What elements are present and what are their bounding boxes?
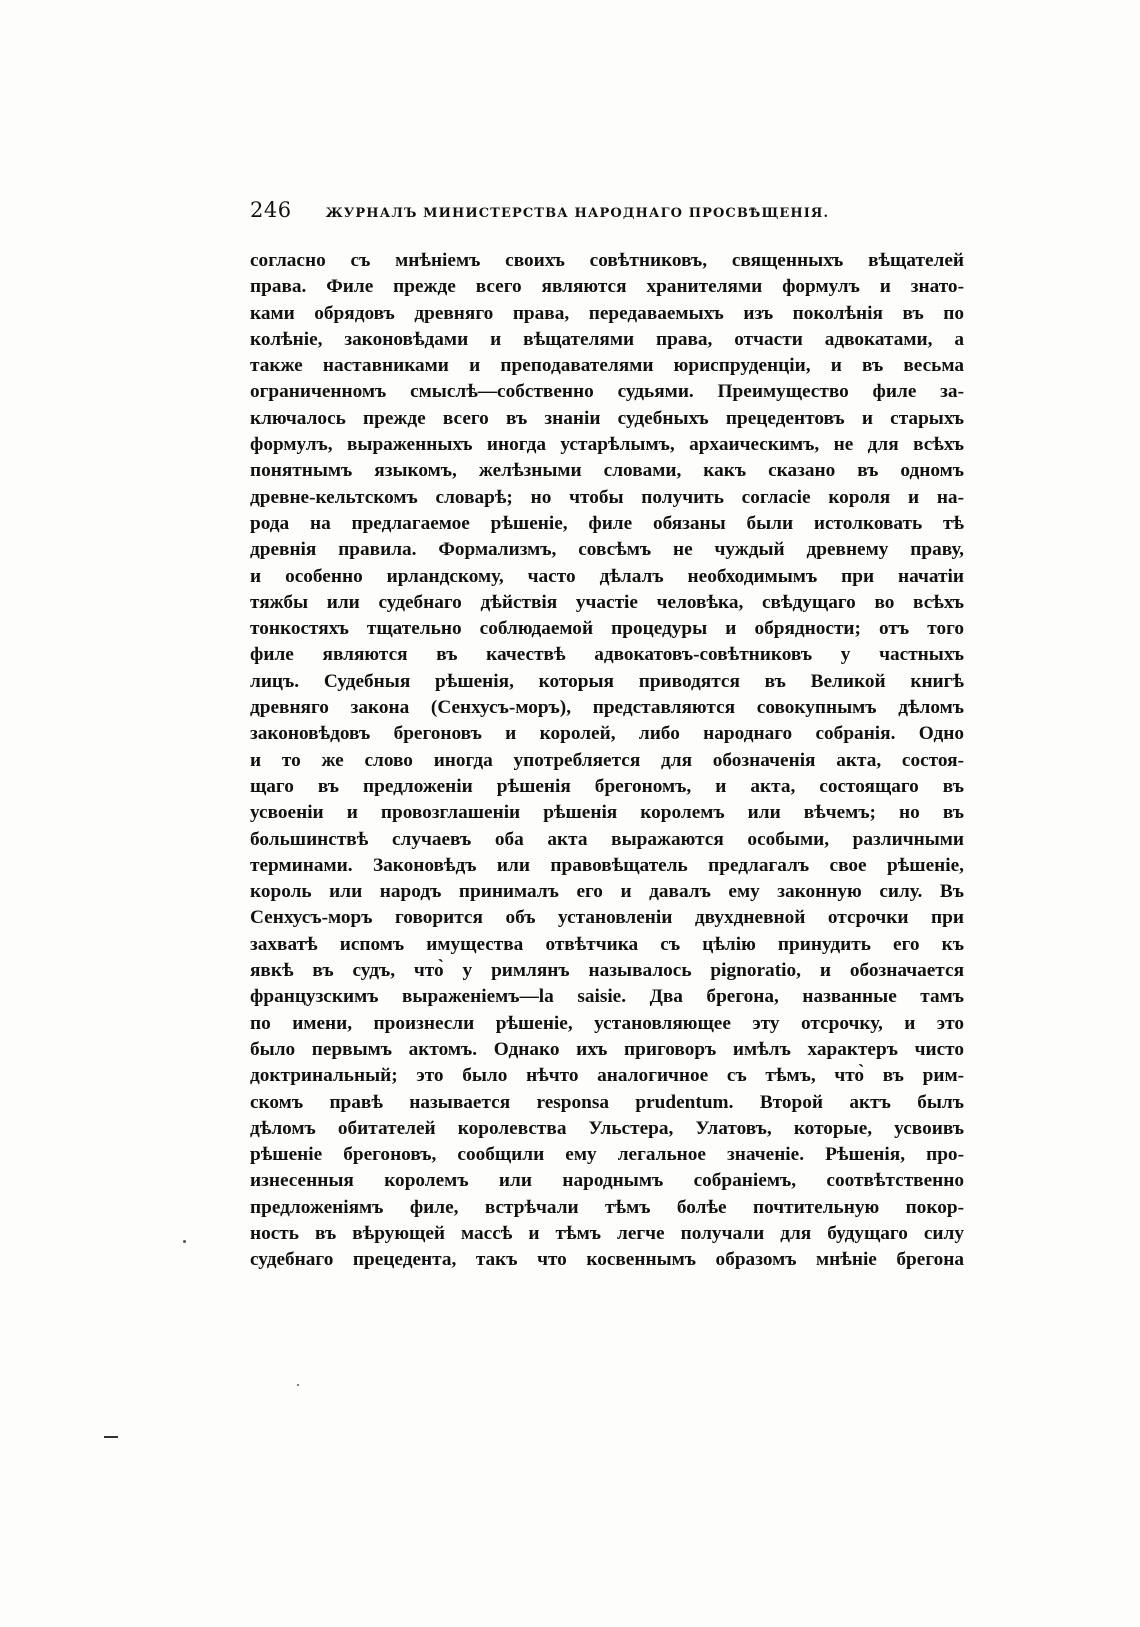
text-line: король или народъ принималъ его и давалъ ему законную силу. Въ — [250, 881, 964, 903]
running-head: ЖУРНАЛЪ МИНИСТЕРСТВА НАРОДНАГО ПРОСВѢЩЕНІЯ. — [325, 206, 830, 221]
text-line: французскимъ выраженіемъ—la saisie. Два брегона, названные тамъ — [250, 986, 964, 1008]
text-line: доктринальный; это было нѣчто аналогичное съ тѣмъ, что̀ въ рим- — [250, 1065, 964, 1087]
text-line: согласно съ мнѣніемъ своихъ совѣтниковъ, священныхъ вѣщателей — [250, 250, 964, 271]
text-line: формулъ, выраженныхъ иногда устарѣлымъ, архаическимъ, не для всѣхъ — [250, 434, 964, 456]
text-line: дѣломъ обитателей королевства Ульстера, Улатовъ, которые, усвоивъ — [250, 1117, 964, 1139]
text-line: понятнымъ языкомъ, желѣзными словами, какъ сказано въ одномъ — [250, 460, 964, 482]
text-line: ограниченномъ смыслѣ—собственно судьями. Преимущество филе за- — [250, 381, 964, 403]
text-line: колѣніе, законовѣдами и вѣщателями права, отчасти адвокатами, а — [250, 328, 964, 350]
body-text — [250, 248, 964, 1274]
text-line: судебнаго прецедента, такъ что косвеннымъ образомъ мнѣніе брегона — [250, 1249, 964, 1271]
text-line: ключалось прежде всего въ знаніи судебныхъ прецедентовъ и старыхъ — [250, 407, 964, 429]
text-line: рода на предлагаемое рѣшеніе, филе обязаны были истолковать тѣ — [250, 512, 964, 534]
text-line: предложеніямъ филе, встрѣчали тѣмъ болѣе почтительную покор- — [250, 1196, 964, 1218]
text-line: древне-кельтскомъ словарѣ; но чтобы получить согласіе короля и на- — [250, 486, 964, 508]
ink-speck — [183, 1240, 186, 1243]
text-line: захватѣ испомъ имущества отвѣтчика съ цѣлію принудить его къ — [250, 933, 964, 955]
text-line: изнесенныя королемъ или народнымъ собраніемъ, соотвѣтственно — [250, 1170, 964, 1192]
text-line: законовѣдовъ брегоновъ и королей, либо народнаго собранія. Одно — [250, 723, 964, 745]
text-line: и особенно ирландскому, часто дѣлалъ необходимымъ при начатіи — [250, 565, 964, 587]
text-line: тонкостяхъ тщательно соблюдаемой процедуры и обрядности; отъ того — [250, 618, 964, 640]
text-line: по имени, произнесли рѣшеніе, установляющее эту отсрочку, и это — [250, 1012, 964, 1034]
text-line: филе являются въ качествѣ адвокатовъ-совѣтниковъ у частныхъ — [250, 644, 964, 666]
text-line: ность въ вѣрующей массѣ и тѣмъ легче получали для будущаго силу — [250, 1222, 964, 1244]
text-line: было первымъ актомъ. Однако ихъ приговоръ имѣлъ характеръ чисто — [250, 1038, 964, 1060]
text-line: тяжбы или судебнаго дѣйствія участіе человѣка, свѣдущаго во всѣхъ — [250, 591, 964, 613]
text-line: также наставниками и преподавателями юриспруденціи, и въ весьма — [250, 355, 964, 377]
text-line: рѣшеніе брегоновъ, сообщили ему легальное значеніе. Рѣшенія, про- — [250, 1144, 964, 1166]
text-line: древнія правила. Формализмъ, совсѣмъ не чуждый древнему праву, — [250, 539, 964, 561]
text-line: ками обрядовъ древняго права, передаваемыхъ изъ поколѣнія въ по — [250, 302, 964, 324]
ink-speck — [297, 1384, 299, 1386]
text-line: лицъ. Судебныя рѣшенія, которыя приводятся въ Великой книгѣ — [250, 670, 964, 692]
text-line: щаго въ предложеніи рѣшенія брегономъ, и акта, состоящаго въ — [250, 775, 964, 797]
text-line: скомъ правѣ называется responsa prudentum. Второй актъ былъ — [250, 1091, 964, 1113]
text-line: права. Филе прежде всего являются хранителями формулъ и знато- — [250, 276, 964, 298]
text-line: и то же слово иногда употребляется для обозначенія акта, состоя- — [250, 749, 964, 771]
text-line: терминами. Законовѣдъ или правовѣщатель предлагалъ свое рѣшеніе, — [250, 854, 964, 876]
text-line: явкѣ въ судъ, что̀ у римлянъ называлось pignoratio, и обозначается — [250, 960, 964, 982]
text-line: усвоеніи и провозглашеніи рѣшенія королемъ или вѣчемъ; но въ — [250, 802, 964, 824]
page-number: 246 — [250, 198, 292, 222]
text-line: Сенхусъ-моръ говорится объ установленіи двухдневной отсрочки при — [250, 907, 964, 929]
margin-mark — [104, 1436, 118, 1438]
text-line: большинствѣ случаевъ оба акта выражаются особыми, различными — [250, 828, 964, 850]
text-line: древняго закона (Сенхусъ-моръ), представляются совокупнымъ дѣломъ — [250, 697, 964, 719]
page-header — [250, 198, 964, 228]
